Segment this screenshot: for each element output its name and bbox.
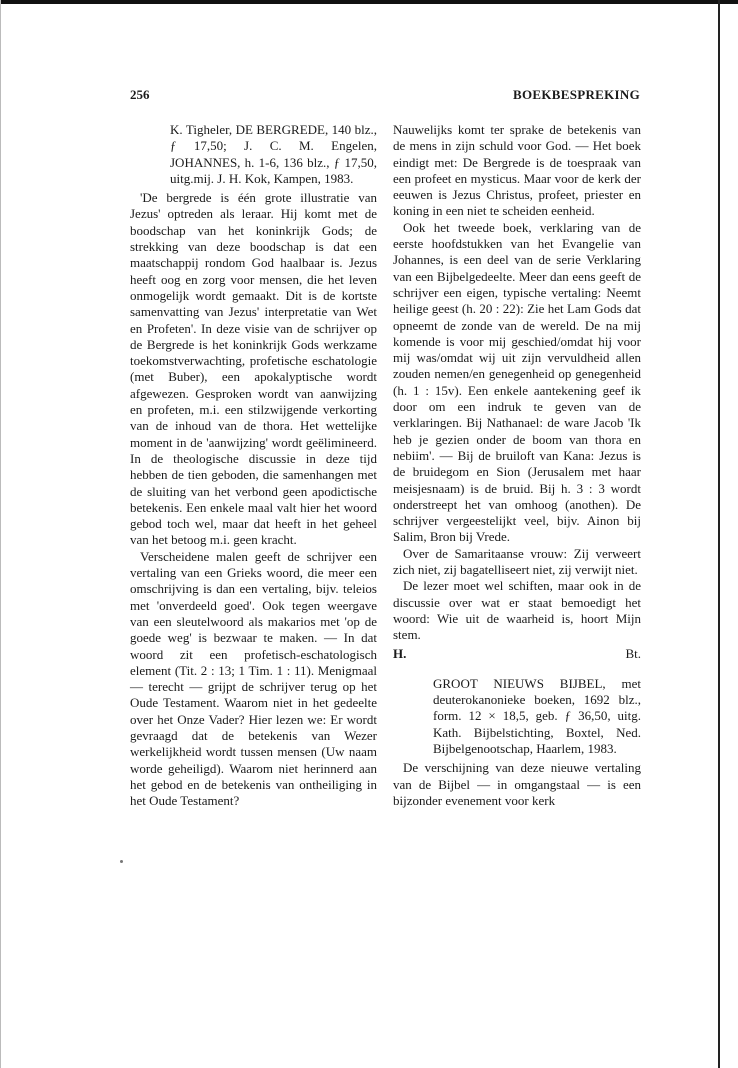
page-header: [130, 87, 640, 107]
review-paragraph: De verschijning van deze nieuwe vertaling van de Bijbel — in omgangstaal — is een bijzonder evenement voor kerk: [393, 760, 641, 808]
reviewer-signature: [393, 646, 641, 662]
review-paragraph: 'De bergrede is één grote illustratie van Jezus' optreden als leraar. Hij komt met de boodschap van het koninkrijk Gods; de strekking van deze boodschap is dat een maatschappij rondom God haalbaar is. Jezus heeft oog en zorg voor mensen, die het leven onmogelijk wordt gemaakt. Dit is de kortste samenvatting van Jezus' interpretatie van Wet en Profeten'. In deze visie van de schrijver op de Bergrede is het koninkrijk Gods werkzame toekomstverwachting, profetische eschatologie (met Buber), een apokalyptische wordt afgewezen. Gesproken wordt van aanwijzing en profeten, m.i. een stilzwijgende verkorting van de inhoud van de thora. Het wettelijke moment in de 'aanwijzing' wordt geëlimineerd. In de theologische discussie in deze tijd hebben de tien geboden, die samenhangen met de sluiting van het verbond geen apodictische betekenis. Een enkele maal valt hier het woord gebod toch wel, maar dat heeft in het geheel van het betoog m.i. geen kracht.: [130, 190, 377, 548]
page-frame-right: [718, 0, 720, 1068]
signature-initial: H.: [393, 645, 407, 661]
review-paragraph: De lezer moet wel schiften, maar ook in de discussie over wat er staat bemoedigt het woord: Wie uit de waarheid is, hoort Mijn stem.: [393, 578, 641, 643]
review-paragraph: Verscheidene malen geeft de schrijver een vertaling van een Grieks woord, die meer een omschrijving is dan een vertaling, bijv. teleios met 'onverdeeld goed'. Ook tegen weergave van een sleutelwoord als makarios met 'op de goede weg' is bezwaar te maken. — In dat woord zit een profetisch-eschatologisch element (Tit. 2 : 13; 1 Tim. 1 : 11). Menigmaal — terecht — grijpt de schrijver terug op het Oude Testament. Waarom niet in het gedeelte over het Onze Vader? Hier lezen we: Er wordt gevraagd dat de betekenis van Wezer werkelijkheid wordt tussen mensen (Uw naam worde geheiligd). Waarom niet herinnerd aan het gebod en de betekenis van ontheiliging in het Oude Testament?: [130, 548, 377, 809]
review-paragraph: Over de Samaritaanse vrouw: Zij verweert zich niet, zij bagatelliseert niet, zij verwijt niet.: [393, 545, 641, 578]
page-frame-top: [0, 0, 738, 4]
left-column: [130, 122, 377, 809]
page-frame-left: [0, 0, 1, 1068]
scan-speck: [120, 860, 123, 863]
signature-initials-right: Bt.: [625, 645, 641, 661]
running-head: BOEKBESPREKING: [512, 87, 640, 102]
page-number: 256: [130, 87, 150, 102]
review-paragraph: Nauwelijks komt ter sprake de betekenis van de mens in zijn schuld voor God. — Het boek eindigt met: De Bergrede is de toespraak van een profeet en mysticus. Maar voor de kerk der eeuwen is Jezus Christus, profeet, priester en koning in een niet te scheiden eenheid.: [393, 122, 641, 219]
right-column: [393, 122, 641, 809]
review-paragraph: Ook het tweede boek, verklaring van de eerste hoofdstukken van het Evangelie van Johannes, is een deel van de serie Verklaring van een Bijbelgedeelte. Meer dan eens geeft de schrijver een eigen, typische vertaling: Neemt heilige geest (h. 20 : 22): Zie het Lam Gods dat opneemt de zonde van de wereld. De na mij komende is voor mij geschied/omdat hij voor mij was/omdat wij uit zijn vervuldheid allen zouden nemen/en genegenheid op genegenheid (h. 1 : 15v). Een enkele aantekening geef ik door om een indruk te geven van de verklaringen. Bij Nathanael: de ware Jacob 'Ik heb je gezien onder de boom van thora en nebiim'. — Bij de bruiloft van Kana: Jezus is de bruidegom en Sion (Jerusalem met haar meisjesnaam) is de bruid. Bij h. 3 : 3 wordt onderstreept het van omhoog (anothen). De schrijver vergeestelijkt veel, bijv. Ainon bij Salim, Bron bij Vrede.: [393, 219, 641, 545]
bibliographic-entry-groot-nieuws-bijbel: GROOT NIEUWS BIJBEL, met deuterokanonieke boeken, 1692 blz., form. 12 × 18,5, geb. ƒ 36,50, uitg. Kath. Bijbelstichting, Boxtel, Ned. Bijbelgenootschap, Haarlem, 1983.: [433, 675, 641, 756]
bibliographic-entry-bergrede: K. Tigheler, DE BERGREDE, 140 blz., ƒ 17,50; J. C. M. Engelen, JOHANNES, h. 1-6, 136 blz., ƒ 17,50, uitg.mij. J. H. Kok, Kampen, 1983.: [170, 122, 377, 186]
